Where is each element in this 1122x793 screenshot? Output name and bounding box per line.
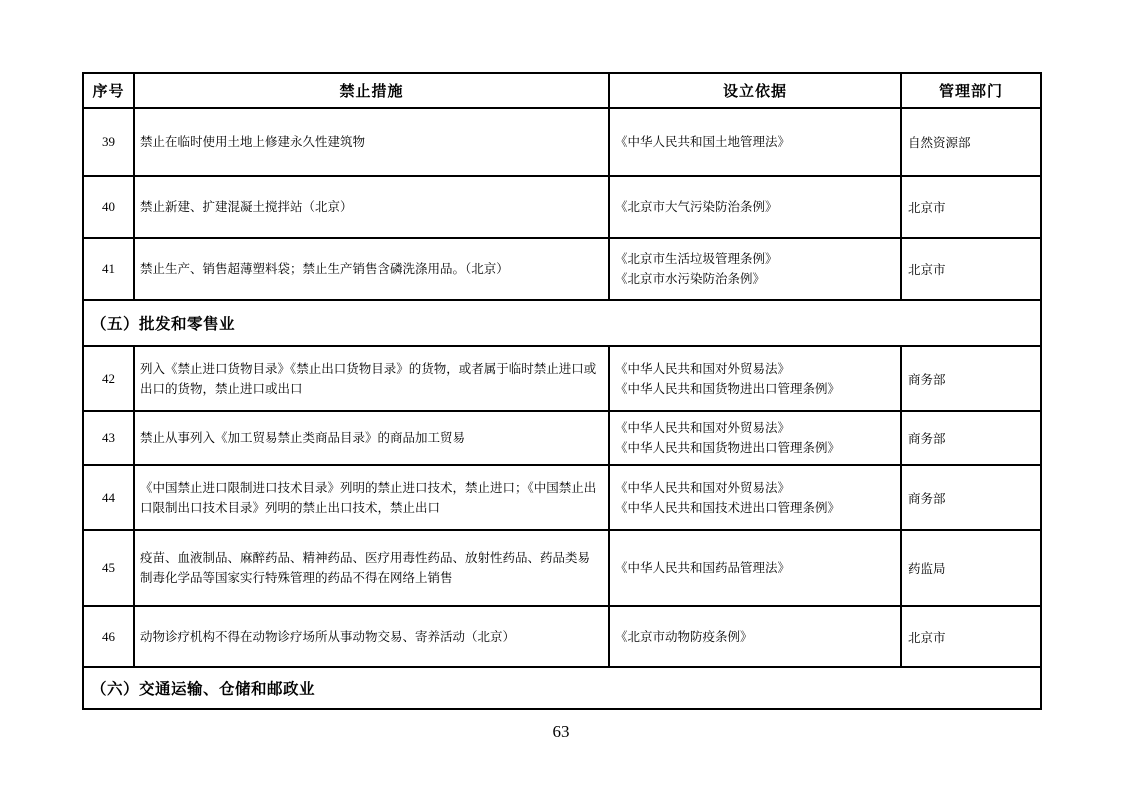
- basis-cell: [609, 411, 901, 465]
- measure-cell: 禁止在临时使用土地上修建永久性建筑物: [134, 108, 609, 176]
- row-number-cell: 41: [83, 238, 134, 300]
- basis-cell: [609, 530, 901, 606]
- basis-cell: [609, 465, 901, 530]
- basis-line: 《中华人民共和国药品管理法》: [615, 561, 791, 575]
- basis-line: 《北京市动物防疫条例》: [615, 629, 753, 644]
- basis-line: 《北京市大气污染防治条例》: [615, 200, 778, 214]
- dept-cell: 商务部: [901, 411, 1041, 465]
- row-number-cell: 43: [83, 411, 134, 465]
- basis-line: 《中华人民共和国技术进出口管理条例》: [615, 500, 841, 515]
- row-number-cell: 44: [83, 465, 134, 530]
- section-label: （五）批发和零售业: [83, 300, 1041, 346]
- row-number-cell: 39: [83, 108, 134, 176]
- basis-line: 《中华人民共和国对外贸易法》: [615, 421, 791, 435]
- basis-line: 《北京市生活垃圾管理条例》: [615, 252, 778, 266]
- page-number: 63: [552, 722, 570, 741]
- row-number-cell: 46: [83, 606, 134, 667]
- basis-cell: [609, 346, 901, 411]
- basis-line: 《中华人民共和国对外贸易法》: [615, 480, 791, 495]
- measure-cell: 列入《禁止进口货物目录》《禁止出口货物目录》的货物，或者属于临时禁止进口或出口的货物，禁止进口或出口: [134, 346, 609, 411]
- header-cell-measure: 禁止措施: [134, 73, 609, 108]
- row-number-cell: 40: [83, 176, 134, 238]
- table-row: [83, 606, 1041, 667]
- row-number-cell: 45: [83, 530, 134, 606]
- dept-cell: 北京市: [901, 238, 1041, 300]
- measure-cell: 禁止从事列入《加工贸易禁止类商品目录》的商品加工贸易: [134, 411, 609, 465]
- header-cell-number: 序号: [83, 73, 134, 108]
- table-row: [83, 530, 1041, 606]
- basis-line: 《北京市水污染防治条例》: [615, 272, 766, 286]
- measure-cell: 禁止新建、扩建混凝土搅拌站（北京）: [134, 176, 609, 238]
- basis-line: 《中华人民共和国货物进出口管理条例》: [615, 441, 841, 455]
- header-row: [83, 73, 1041, 108]
- table-row: [83, 176, 1041, 238]
- dept-cell: 药监局: [901, 530, 1041, 606]
- section-label: （六）交通运输、仓储和邮政业: [83, 667, 1041, 709]
- measure-cell: 疫苗、血液制品、麻醉药品、精神药品、医疗用毒性药品、放射性药品、药品类易制毒化学品等国家实行特殊管理的药品不得在网络上销售: [134, 530, 609, 606]
- table-row: [83, 411, 1041, 465]
- table-row: [83, 108, 1041, 176]
- basis-cell: [609, 176, 901, 238]
- table-row: [83, 238, 1041, 300]
- basis-line: 《中华人民共和国对外贸易法》: [615, 361, 791, 376]
- measure-cell: 《中国禁止进口限制进口技术目录》列明的禁止进口技术，禁止进口；《中国禁止出口限制出口技术目录》列明的禁止出口技术，禁止出口: [134, 465, 609, 530]
- basis-cell: [609, 238, 901, 300]
- table-row: [83, 346, 1041, 411]
- dept-cell: 北京市: [901, 176, 1041, 238]
- measure-cell: 动物诊疗机构不得在动物诊疗场所从事动物交易、寄养活动（北京）: [134, 606, 609, 667]
- header-cell-dept: 管理部门: [901, 73, 1041, 108]
- table-row: [83, 465, 1041, 530]
- table-body: [83, 108, 1041, 709]
- table-header: [83, 73, 1041, 108]
- dept-cell: 自然资源部: [901, 108, 1041, 176]
- prohibition-table: [82, 72, 1042, 710]
- dept-cell: 北京市: [901, 606, 1041, 667]
- header-cell-basis: 设立依据: [609, 73, 901, 108]
- section-row: [83, 300, 1041, 346]
- basis-line: 《中华人民共和国货物进出口管理条例》: [615, 381, 841, 396]
- basis-line: 《中华人民共和国土地管理法》: [615, 135, 791, 149]
- section-row: [83, 667, 1041, 709]
- measure-cell: 禁止生产、销售超薄塑料袋；禁止生产销售含磷洗涤用品。（北京）: [134, 238, 609, 300]
- dept-cell: 商务部: [901, 465, 1041, 530]
- basis-cell: [609, 606, 901, 667]
- dept-cell: 商务部: [901, 346, 1041, 411]
- row-number-cell: 42: [83, 346, 134, 411]
- basis-cell: [609, 108, 901, 176]
